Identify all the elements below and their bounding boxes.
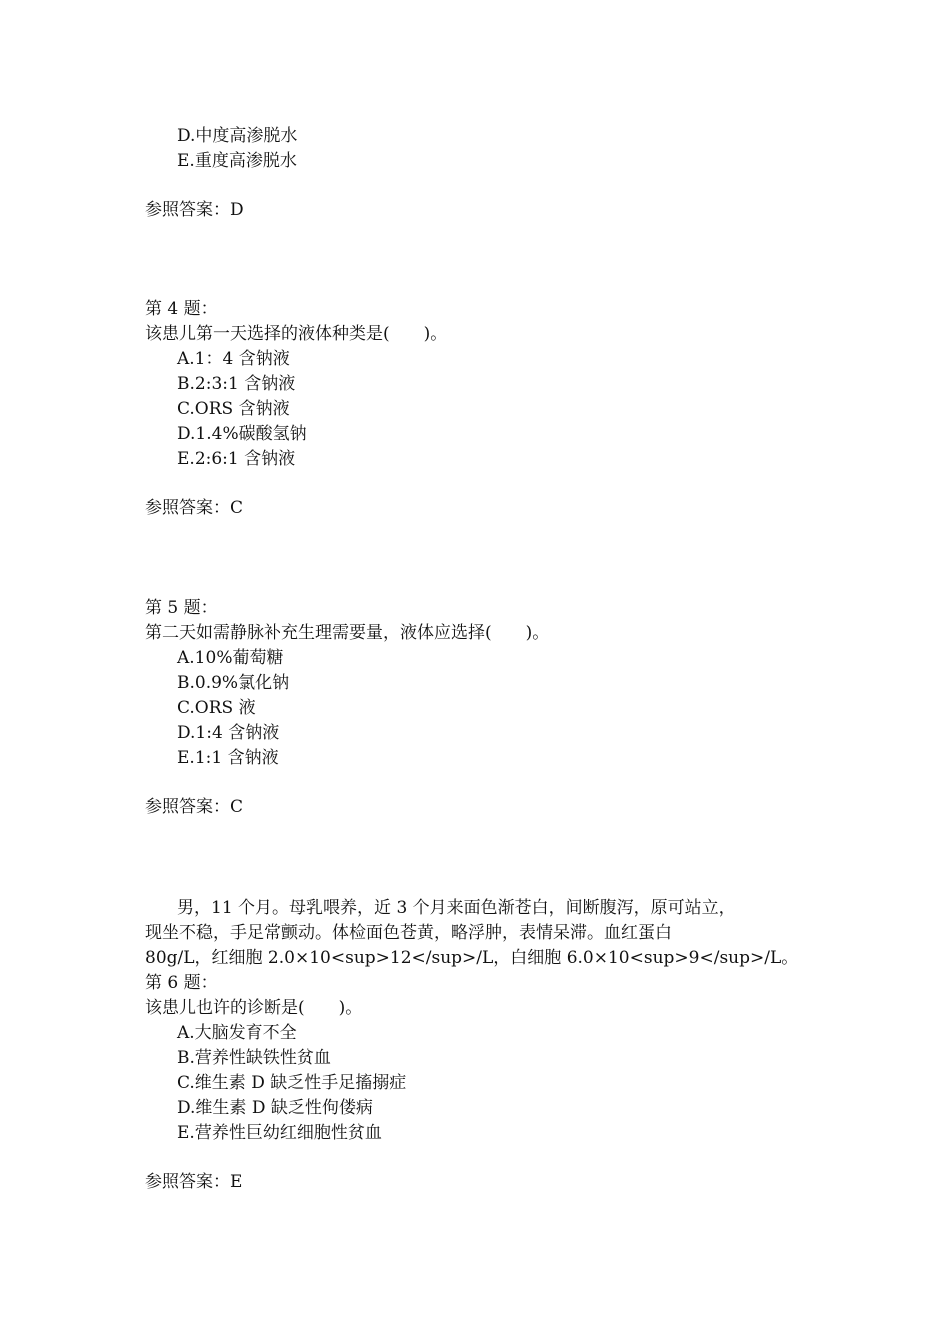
- q4-option-d: D.1.4%碳酸氢钠: [177, 424, 307, 444]
- case-description-line-1: 男，11 个月。母乳喂养，近 3 个月来面色渐苍白，间断腹泻，原可站立，: [177, 898, 736, 918]
- question-4-number: 第 4 题：: [145, 299, 218, 319]
- case-description-line-3: 80g/L，红细胞 2.0×10<sup>12</sup>/L，白细胞 6.0×10<sup>9</sup>/L。: [145, 948, 799, 968]
- answer-q6: 参照答案：E: [145, 1172, 243, 1192]
- q5-option-e: E.1:1 含钠液: [177, 748, 279, 768]
- option-e: E.重度高渗脱水: [177, 151, 297, 171]
- q4-option-e: E.2:6:1 含钠液: [177, 449, 296, 469]
- question-6-stem: 该患儿也许的诊断是( )。: [145, 998, 363, 1018]
- option-d: D.中度高渗脱水: [177, 126, 298, 146]
- question-4-stem: 该患儿第一天选择的液体种类是( )。: [145, 324, 448, 344]
- question-6-number: 第 6 题：: [145, 973, 218, 993]
- q5-option-a: A.10%葡萄糖: [177, 648, 284, 668]
- q6-option-a: A.大脑发育不全: [177, 1023, 297, 1043]
- q6-option-b: B.营养性缺铁性贫血: [177, 1048, 331, 1068]
- q5-option-c: C.ORS 液: [177, 698, 256, 718]
- q4-option-a: A.1：4 含钠液: [177, 349, 290, 369]
- document-page: [145, 124, 825, 1195]
- q4-option-b: B.2:3:1 含钠液: [177, 374, 296, 394]
- question-5-number: 第 5 题：: [145, 598, 218, 618]
- answer-q5: 参照答案：C: [145, 797, 244, 817]
- answer-q3: 参照答案：D: [145, 200, 244, 220]
- q6-option-c: C.维生素 D 缺乏性手足搐搦症: [177, 1073, 407, 1093]
- q6-option-d: D.维生素 D 缺乏性佝偻病: [177, 1098, 373, 1118]
- q5-option-b: B.0.9%氯化钠: [177, 673, 290, 693]
- answer-q4: 参照答案：C: [145, 498, 244, 518]
- question-5-stem: 第二天如需静脉补充生理需要量，液体应选择( )。: [145, 623, 550, 643]
- q4-option-c: C.ORS 含钠液: [177, 399, 290, 419]
- q6-option-e: E.营养性巨幼红细胞性贫血: [177, 1123, 382, 1143]
- case-description-line-2: 现坐不稳，手足常颤动。体检面色苍黄，略浮肿，表情呆滞。血红蛋白: [145, 923, 672, 943]
- q5-option-d: D.1:4 含钠液: [177, 723, 280, 743]
